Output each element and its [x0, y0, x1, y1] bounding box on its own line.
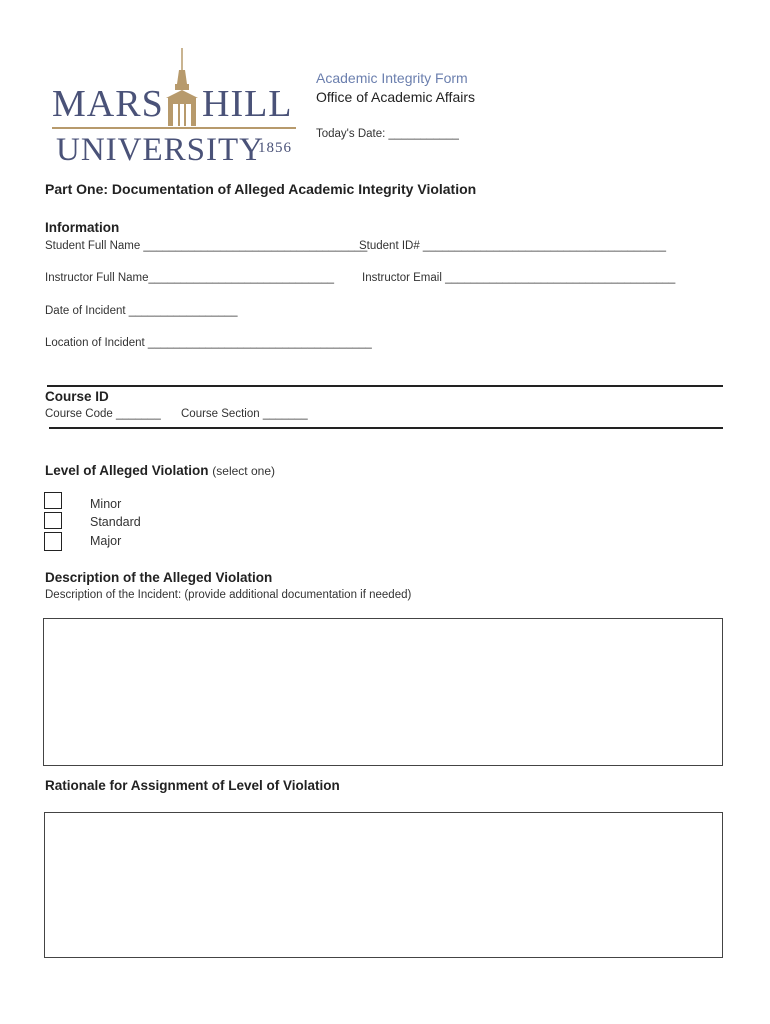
date-of-incident-field[interactable]: Date of Incident _________________ [45, 305, 238, 317]
logo-divider [52, 127, 296, 129]
information-heading: Information [45, 220, 120, 235]
course-code-field[interactable]: Course Code _______ [45, 408, 161, 420]
student-id-field[interactable]: Student ID# ______________________________________ [359, 240, 666, 252]
logo-founding-year: 1856 [258, 140, 292, 156]
level-heading [45, 463, 275, 478]
description-textarea[interactable] [43, 618, 723, 766]
todays-date-field[interactable]: Today's Date: ___________ [316, 128, 459, 140]
course-top-rule [47, 385, 723, 387]
rationale-textarea[interactable] [44, 812, 723, 958]
level-hint: (select one) [212, 464, 275, 478]
level-heading-text: Level of Alleged Violation [45, 463, 209, 478]
option-major-label: Major [90, 534, 122, 548]
option-standard-label: Standard [90, 515, 141, 529]
form-title: Academic Integrity Form [316, 70, 468, 86]
instructor-name-field[interactable]: Instructor Full Name_____________________________ [45, 272, 335, 284]
logo-word-university: UNIVERSITY [56, 132, 264, 168]
bell-tower-icon [160, 48, 204, 128]
logo-word-hill: HILL [202, 83, 293, 125]
course-id-heading: Course ID [45, 389, 109, 404]
location-of-incident-field[interactable]: Location of Incident ___________________________________ [45, 337, 372, 349]
checkbox-standard[interactable] [44, 512, 62, 529]
instructor-email-field[interactable]: Instructor Email ____________________________________ [362, 272, 676, 284]
checkbox-major[interactable] [44, 532, 62, 551]
option-minor-label: Minor [90, 497, 122, 511]
rationale-heading: Rationale for Assignment of Level of Violation [45, 778, 340, 793]
course-section-field[interactable]: Course Section _______ [181, 408, 308, 420]
logo-word-mars: MARS [52, 83, 164, 125]
university-logo [52, 48, 300, 170]
student-name-field[interactable]: Student Full Name ___________________________________ [45, 240, 368, 252]
course-bottom-rule [49, 427, 723, 429]
part-one-title: Part One: Documentation of Alleged Academic Integrity Violation [45, 181, 477, 197]
checkbox-minor[interactable] [44, 492, 62, 509]
description-heading: Description of the Alleged Violation [45, 570, 273, 585]
office-name: Office of Academic Affairs [316, 89, 476, 105]
description-instruction: Description of the Incident: (provide additional documentation if needed) [45, 589, 412, 601]
